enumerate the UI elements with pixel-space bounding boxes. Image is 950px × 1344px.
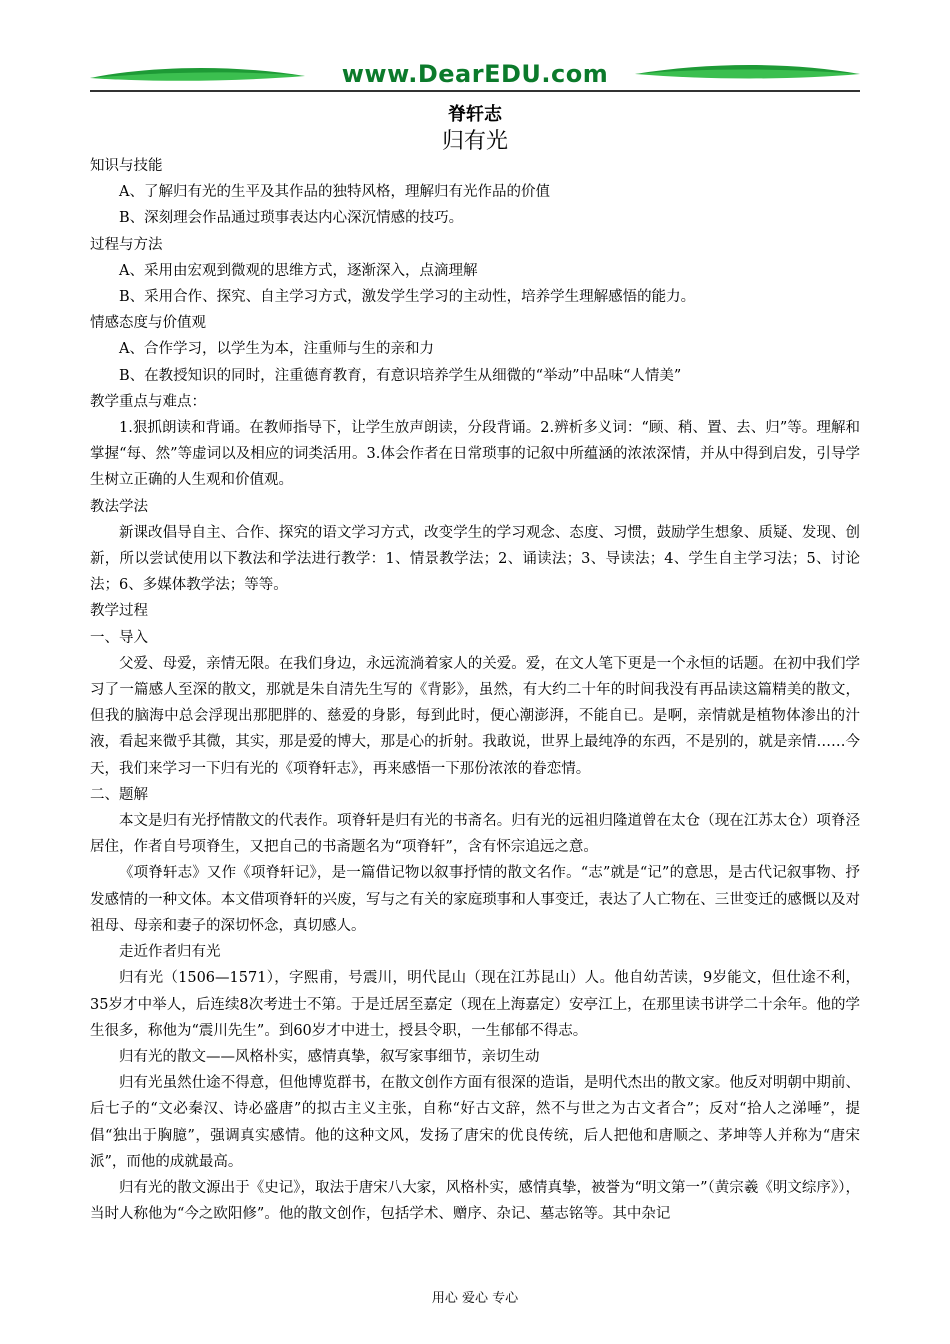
- section-heading: 教法学法: [90, 498, 148, 515]
- paragraph: 归有光的散文——风格朴实，感情真挚，叙写家事细节，亲切生动: [119, 1048, 540, 1065]
- page-footer: 用心 爱心 专心: [431, 1291, 519, 1306]
- paragraph: 1.狠抓朗读和背诵。在教师指导下，让学生放声朗读，分段背诵。2.辨析多义词：“顾、稍、置、去、归”等。理解和掌握“每、然”等虚词以及相应的词类活用。3.体会作者在日常琐事的记叙中所蕴涵的浓浓深情，并从中得到启发，引导学生树立正确的人生观和价值观。: [90, 420, 860, 489]
- section-heading: 教学重点与难点：: [90, 393, 206, 410]
- author-name: 归有光: [441, 129, 508, 154]
- document-body: [90, 153, 860, 1227]
- paragraph: B、采用合作、探究、自主学习方式，激发学生学习的主动性，培养学生理解感悟的能力。: [119, 289, 696, 306]
- header-divider: [90, 90, 860, 92]
- section-heading: 情感态度与价值观: [90, 315, 206, 332]
- paragraph: 《项脊轩志》又作《项脊轩记》，是一篇借记物以叙事抒情的散文名作。“志”就是“记”的意思，是古代记叙事物、抒发感情的一种文体。本文借项脊轩的兴废，写与之有关的家庭琐事和人事变迁，表达了人亡物在、三世变迁的感慨以及对祖母、母亲和妻子的深切怀念，真切感人。: [90, 865, 860, 934]
- paragraph: A、采用由宏观到微观的思维方式，逐渐深入，点滴理解: [119, 262, 478, 279]
- paragraph: A、了解归有光的生平及其作品的独特风格，理解归有光作品的价值: [119, 184, 550, 201]
- page-title: 脊轩志: [448, 104, 502, 125]
- paragraph: A、合作学习，以学生为本，注重师与生的亲和力: [119, 341, 434, 358]
- paragraph: B、深刻理会作品通过琐事表达内心深沉情感的技巧。: [119, 210, 464, 227]
- section-heading: 一、导入: [90, 629, 148, 646]
- paragraph: 父爱、母爱，亲情无限。在我们身边，永远流淌着家人的关爱。爱，在文人笔下更是一个永恒的话题。在初中我们学习了一篇感人至深的散文，那就是朱自清先生写的《背影》，虽然，有大约二十年的时间我没有再品读这篇精美的散文，但我的脑海中总会浮现出那肥胖的、慈爱的身影，每到此时，便心潮澎湃，不能自已。是啊，亲情就是植物体渗出的汁液，看起来微乎其微，其实，那是爱的博大，那是心的折射。我敢说，世界上最纯净的东西，不是别的，就是亲情……今天，我们来学习一下归有光的《项脊轩志》，再来感悟一下那份浓浓的眷恋情。: [90, 655, 860, 777]
- section-heading: 教学过程: [90, 603, 148, 620]
- paragraph: 归有光（1506—1571），字熙甫，号震川，明代昆山（现在江苏昆山）人。他自幼苦读，9岁能文，但仕途不利，35岁才中举人，后连续8次考进士不第。于是迁居至嘉定（现在上海嘉定）安亭江上，在那里读书讲学二十余年。他的学生很多，称他为“震川先生”。到60岁才中进士，授县令职，一生郁郁不得志。: [90, 970, 860, 1039]
- site-banner: [90, 58, 860, 98]
- paragraph: 新课改倡导自主、合作、探究的语文学习方式，改变学生的学习观念、态度、习惯，鼓励学生想象、质疑、发现、创新，所以尝试使用以下教法和学法进行教学：1、情景教学法；2、诵读法；3、导读法；4、学生自主学习法；5、讨论法；6、多媒体教学法；等等。: [90, 524, 860, 594]
- paragraph: B、在教授知识的同时，注重德育教育，有意识培养学生从细微的“举动”中品味“人情美”: [119, 367, 682, 384]
- section-heading: 过程与方法: [90, 236, 163, 253]
- paragraph: 归有光虽然仕途不得意，但他博览群书，在散文创作方面有很深的造诣，是明代杰出的散文家。他反对明朝中期前、后七子的“文必秦汉、诗必盛唐”的拟古主义主张，自称“好古文辞，然不与世之为古文者合”；反对“拾人之涕唾”，提倡“独出于胸臆”，强调真实感情。他的这种文风，发扬了唐宋的优良传统，后人把他和唐顺之、茅坤等人并称为“唐宋派”，而他的成就最高。: [90, 1075, 860, 1170]
- site-logo[interactable]: www.DearEDU.com: [341, 60, 609, 88]
- paragraph: 本文是归有光抒情散文的代表作。项脊轩是归有光的书斋名。归有光的远祖归隆道曾在太仓（现在江苏太仓）项脊泾居住，作者自号项脊生，又把自己的书斋题名为“项脊轩”，含有怀宗追远之意。: [90, 813, 860, 856]
- paragraph: 走近作者归有光: [119, 944, 221, 961]
- section-heading: 知识与技能: [90, 158, 163, 174]
- section-heading: 二、题解: [90, 786, 148, 803]
- paragraph: 归有光的散文源出于《史记》，取法于唐宋八大家，风格朴实，感情真挚，被誉为“明文第一”（黄宗羲《明文综序》），当时人称他为“今之欧阳修”。他的散文创作，包括学术、赠序、杂记、墓志铭等。其中杂记: [90, 1179, 860, 1223]
